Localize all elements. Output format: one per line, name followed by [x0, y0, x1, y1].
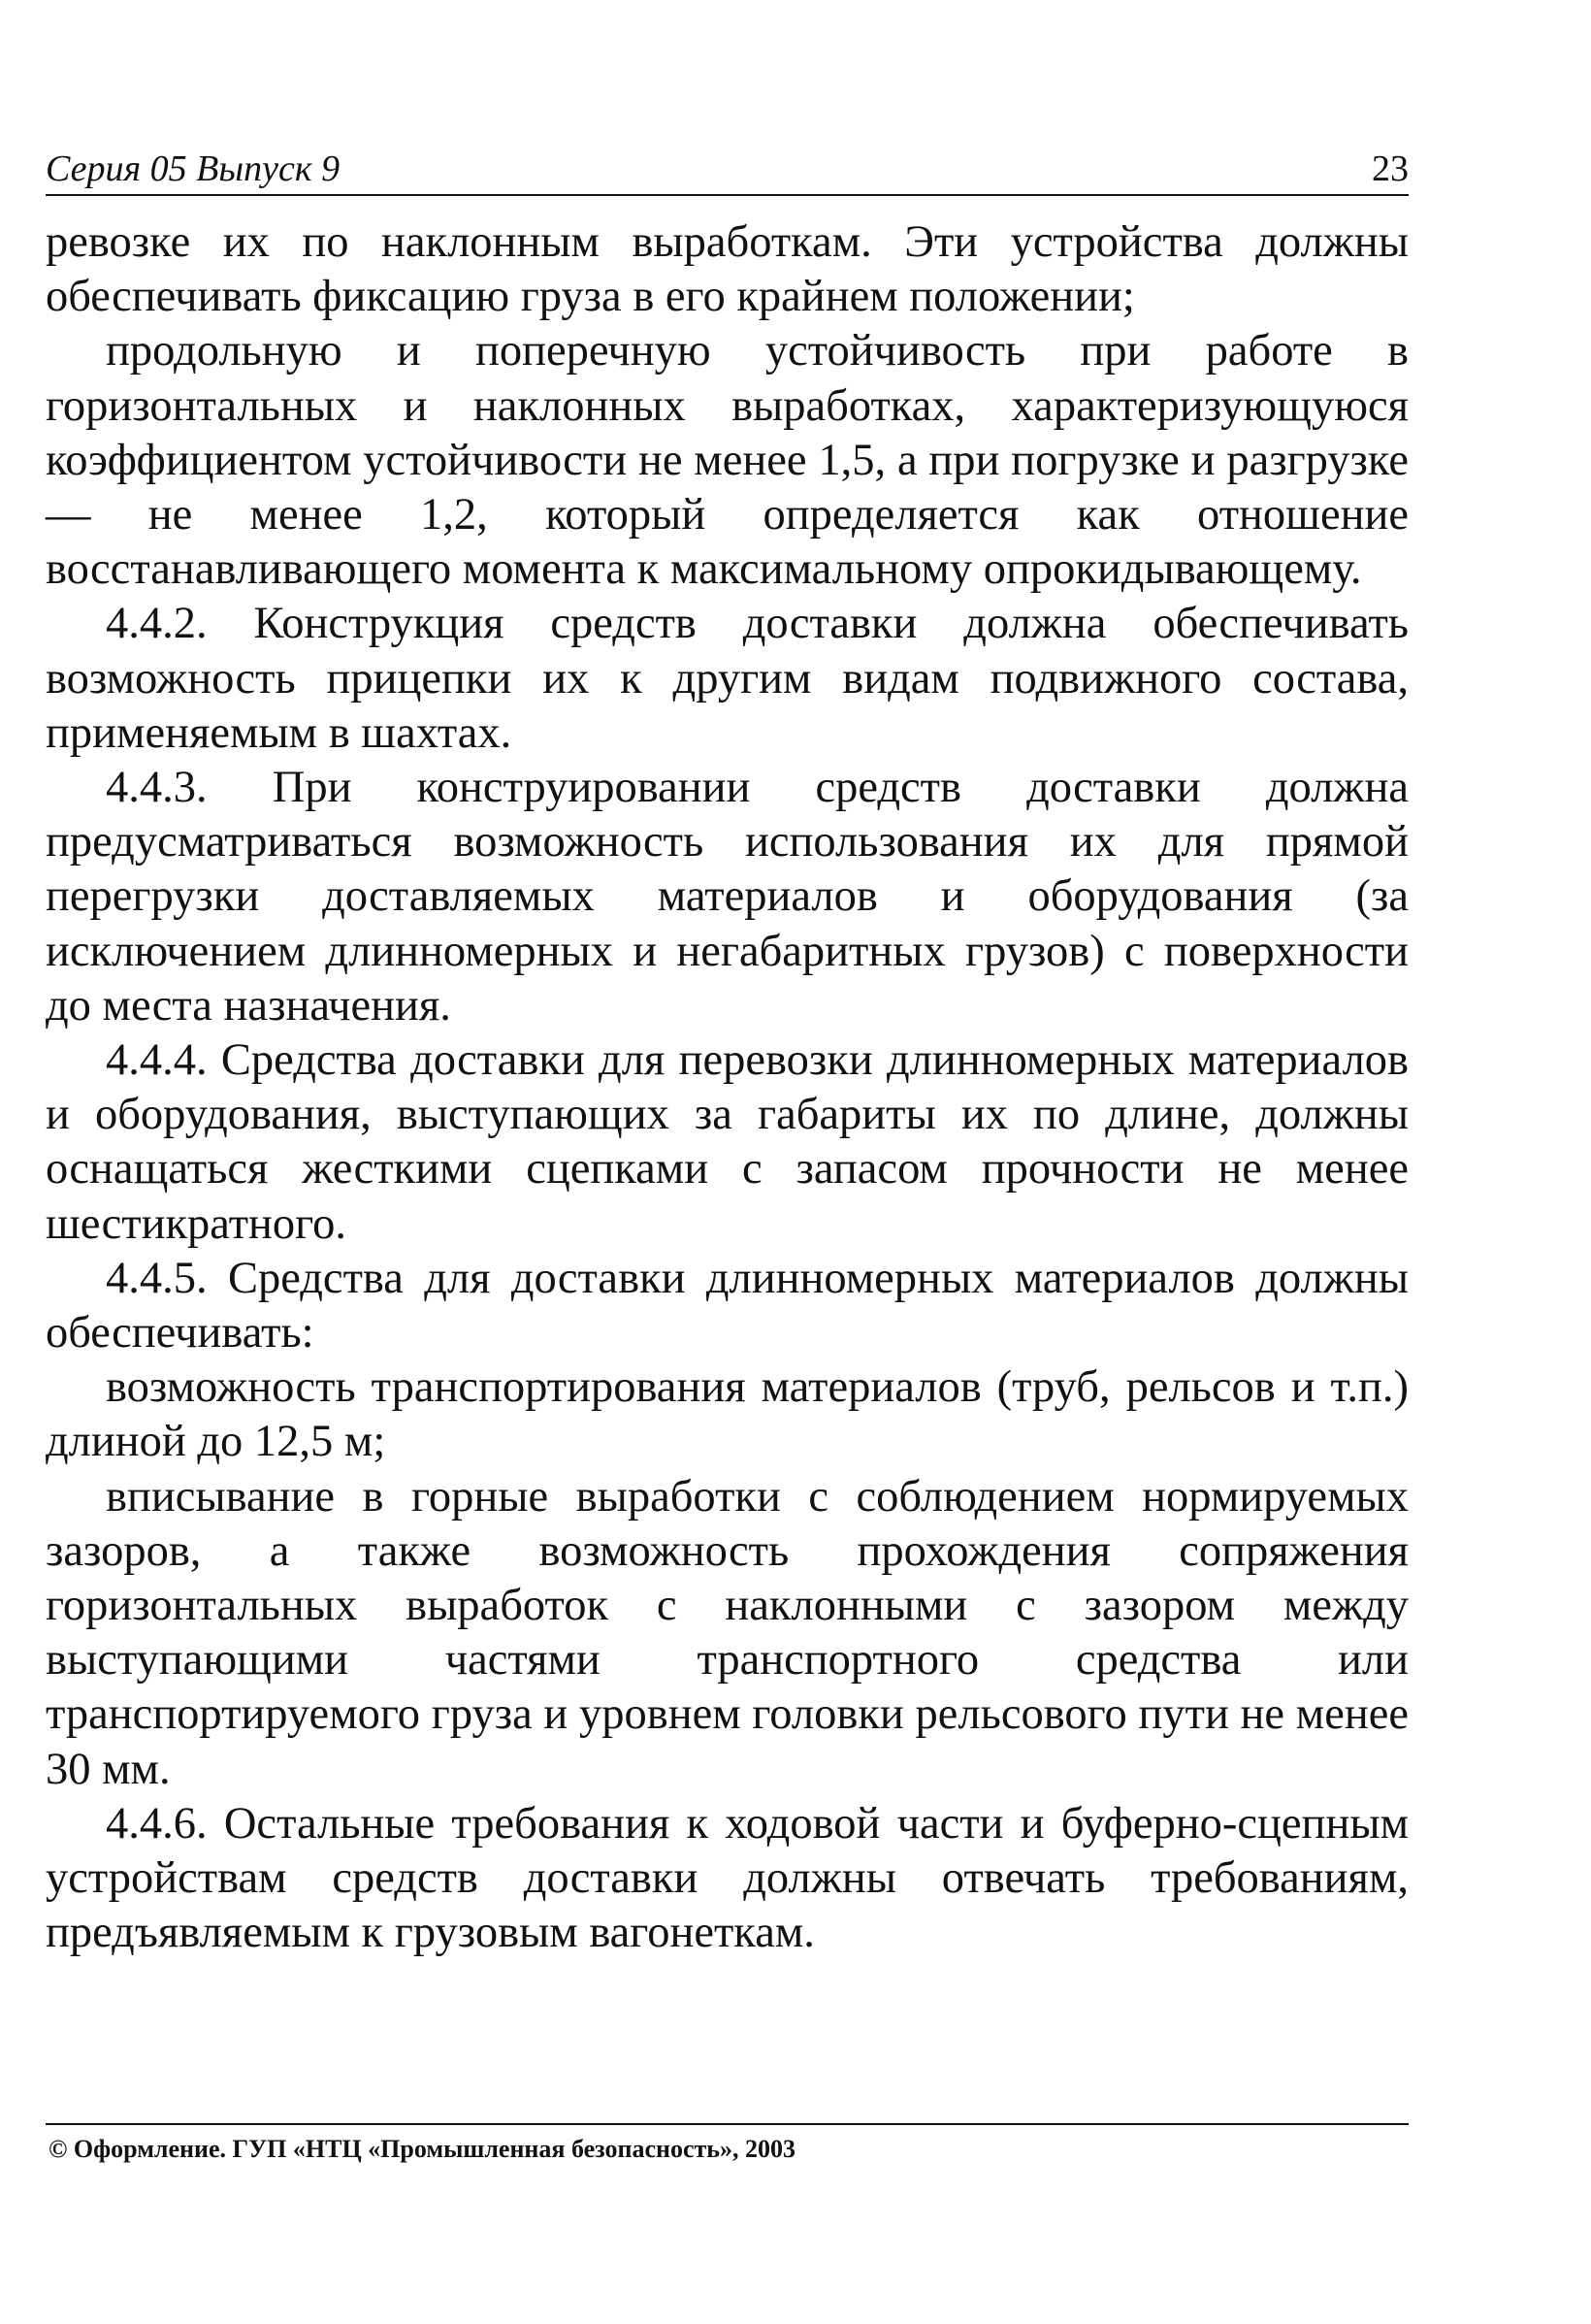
page-number: 23 [1372, 148, 1409, 189]
paragraph: продольную и поперечную устойчивость при работе в горизонтальных и наклонных выработках, характеризующуюся коэффициентом устойчивости не менее 1,5, а при погрузке и разгрузке — не менее 1,2, который определяется как отношение восстанавливающего момента к максимальному опрокидывающему. [46, 326, 1409, 595]
paragraph: ревозке их по наклонным выработкам. Эти устройства должны обеспечивать фиксацию груза в его крайнем положении; [46, 217, 1409, 322]
paragraph-4-4-4: 4.4.4. Средства доставки для перевозки длинномерных материалов и оборудования, выступающих за габариты их по длине, должны оснащаться жесткими сцепками с запасом прочности не менее шестикратного. [46, 1035, 1409, 1249]
page-header [46, 144, 1409, 196]
paragraph-4-4-3: 4.4.3. При конструировании средств доставки должна предусматриваться возможность использования их для прямой перегрузки доставляемых материалов и оборудования (за исключением длинномерных и негабаритных грузов) с поверхности до места назначения. [46, 763, 1409, 1031]
paragraph-4-4-2: 4.4.2. Конструкция средств доставки должна обеспечивать возможность прицепки их к другим видам подвижного состава, применяемым в шахтах. [46, 599, 1409, 758]
paragraph-4-4-6: 4.4.6. Остальные требования к ходовой части и буферно-сцепным устройствам средств доставки должны отвечать требованиям, предъявляемым к грузовым вагонеткам. [46, 1798, 1409, 1958]
paragraph: вписывание в горные выработки с соблюдением нормируемых зазоров, а также возможность прохождения сопряжения горизонтальных выработок с наклонными с зазором между выступающими частями транспортного средства или транспортируемого груза и уровнем головки рельсового пути не менее 30 мм. [46, 1471, 1409, 1794]
footer-divider [46, 2123, 1409, 2125]
copyright-footer: © Оформление. ГУП «НТЦ «Промышленная безопасность», 2003 [49, 2135, 796, 2163]
document-body [46, 215, 1409, 1961]
paragraph: возможность транспортирования материалов (труб, рельсов и т.п.) длиной до 12,5 м; [46, 1362, 1409, 1467]
paragraph-4-4-5: 4.4.5. Средства для доставки длинномерных материалов должны обеспечивать: [46, 1253, 1409, 1358]
series-title: Серия 05 Выпуск 9 [46, 148, 341, 189]
